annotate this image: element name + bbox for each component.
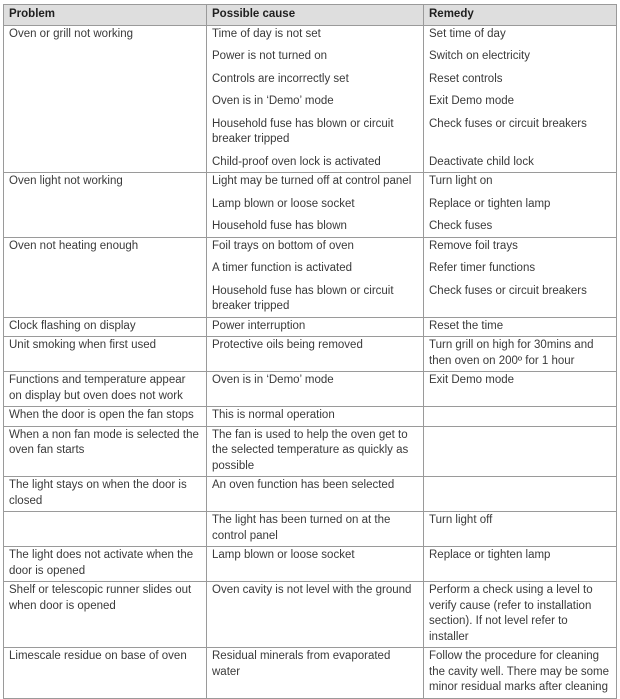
cause-cell: The light has been turned on at the control panel [207, 512, 424, 547]
cause-cell: Controls are incorrectly set [207, 67, 424, 90]
table-row [4, 477, 617, 512]
cause-cell: A timer function is activated [207, 256, 424, 279]
troubleshooting-table [3, 4, 617, 699]
remedy-cell: Turn light off [424, 512, 617, 547]
cause-cell: Power interruption [207, 317, 424, 337]
remedy-cell: Turn light on [424, 173, 617, 192]
header-remedy: Remedy [424, 5, 617, 26]
table-row [4, 512, 617, 547]
remedy-cell: Reset the time [424, 317, 617, 337]
problem-cell: Shelf or telescopic runner slides out when door is opened [4, 582, 207, 648]
cause-cell: Household fuse has blown or circuit breaker tripped [207, 112, 424, 150]
problem-cell: Functions and temperature appear on display but oven does not work [4, 372, 207, 407]
remedy-cell: Exit Demo mode [424, 89, 617, 112]
remedy-cell: Perform a check using a level to verify cause (refer to installation section). If not level refer to installer [424, 582, 617, 648]
problem-cell: When a non fan mode is selected the oven fan starts [4, 426, 207, 477]
table-row [4, 582, 617, 648]
cause-cell: Household fuse has blown or circuit breaker tripped [207, 279, 424, 318]
table-row [4, 317, 617, 337]
table-row [4, 407, 617, 427]
table-row [4, 237, 617, 256]
remedy-cell [424, 407, 617, 427]
cause-cell: Child-proof oven lock is activated [207, 150, 424, 173]
table-row [4, 173, 617, 192]
problem-cell: Unit smoking when first used [4, 337, 207, 372]
remedy-cell: Check fuses [424, 214, 617, 237]
remedy-cell: Deactivate child lock [424, 150, 617, 173]
cause-cell: Foil trays on bottom of oven [207, 237, 424, 256]
problem-cell: The light stays on when the door is closed [4, 477, 207, 512]
problem-cell: Oven light not working [4, 173, 207, 238]
remedy-cell: Exit Demo mode [424, 372, 617, 407]
cause-cell: Lamp blown or loose socket [207, 192, 424, 215]
remedy-cell [424, 426, 617, 477]
problem-cell [4, 512, 207, 547]
remedy-cell: Set time of day [424, 25, 617, 44]
cause-cell: The fan is used to help the oven get to the selected temperature as quickly as possible [207, 426, 424, 477]
table-body [4, 25, 617, 698]
remedy-cell: Replace or tighten lamp [424, 547, 617, 582]
problem-cell: When the door is open the fan stops [4, 407, 207, 427]
remedy-cell: Switch on electricity [424, 44, 617, 67]
cause-cell: Time of day is not set [207, 25, 424, 44]
remedy-cell: Check fuses or circuit breakers [424, 279, 617, 318]
remedy-cell: Turn grill on high for 30mins and then oven on 200º for 1 hour [424, 337, 617, 372]
remedy-cell: Remove foil trays [424, 237, 617, 256]
cause-cell: Residual minerals from evaporated water [207, 648, 424, 699]
table-header [4, 5, 617, 26]
header-row [4, 5, 617, 26]
remedy-cell: Reset controls [424, 67, 617, 90]
remedy-cell: Check fuses or circuit breakers [424, 112, 617, 150]
table-row [4, 426, 617, 477]
troubleshooting-table-container [3, 4, 616, 699]
cause-cell: Oven is in ‘Demo’ mode [207, 372, 424, 407]
cause-cell: Protective oils being removed [207, 337, 424, 372]
table-row [4, 337, 617, 372]
cause-cell: Light may be turned off at control panel [207, 173, 424, 192]
remedy-cell: Follow the procedure for cleaning the cavity well. There may be some minor residual marks after cleaning [424, 648, 617, 699]
problem-cell: Limescale residue on base of oven [4, 648, 207, 699]
cause-cell: Lamp blown or loose socket [207, 547, 424, 582]
cause-cell: An oven function has been selected [207, 477, 424, 512]
remedy-cell: Replace or tighten lamp [424, 192, 617, 215]
table-row [4, 25, 617, 44]
problem-cell: Oven or grill not working [4, 25, 207, 173]
cause-cell: Power is not turned on [207, 44, 424, 67]
problem-cell: Oven not heating enough [4, 237, 207, 317]
problem-cell: The light does not activate when the door is opened [4, 547, 207, 582]
table-row [4, 547, 617, 582]
remedy-cell [424, 477, 617, 512]
cause-cell: This is normal operation [207, 407, 424, 427]
cause-cell: Oven cavity is not level with the ground [207, 582, 424, 648]
problem-cell: Clock flashing on display [4, 317, 207, 337]
header-problem: Problem [4, 5, 207, 26]
cause-cell: Household fuse has blown [207, 214, 424, 237]
table-row [4, 648, 617, 699]
remedy-cell: Refer timer functions [424, 256, 617, 279]
header-possible-cause: Possible cause [207, 5, 424, 26]
table-row [4, 372, 617, 407]
cause-cell: Oven is in ‘Demo’ mode [207, 89, 424, 112]
